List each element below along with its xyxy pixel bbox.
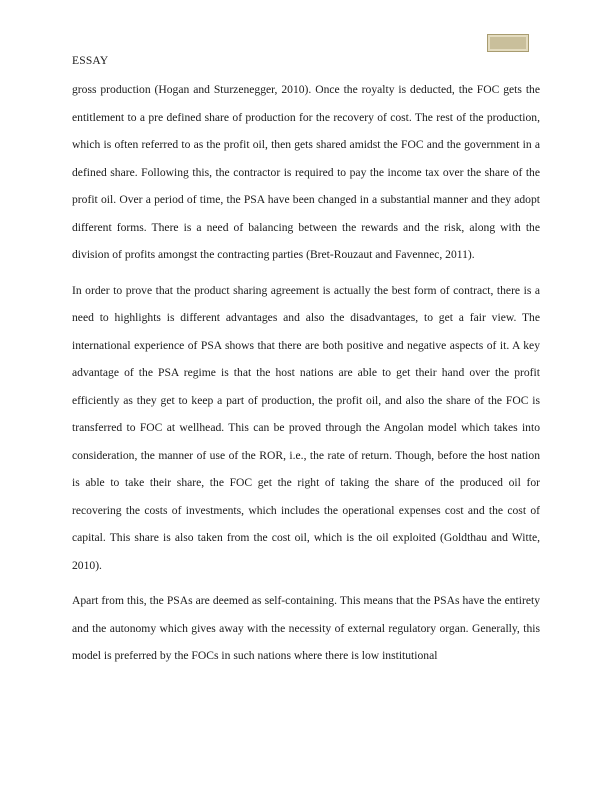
page-number-box [487, 34, 529, 52]
document-body [72, 76, 540, 678]
running-head: ESSAY [72, 55, 109, 67]
paragraph-3: Apart from this, the PSAs are deemed as self-containing. This means that the PSAs have the entirety and the autonomy which gives away with the necessity of external regulatory organ. Generally, this model is preferred by the FOCs in such nations where there is low institutional [72, 594, 540, 662]
paragraph-2: In order to prove that the product sharing agreement is actually the best form of contract, there is a need to highlights is different advantages and also the disadvantages, to get a fair view. The international experience of PSA shows that there are both positive and negative aspects of it. A key advantage of the PSA regime is that the host nations are able to get their hand over the profit efficiently as they get to keep a part of production, the profit oil, and also the share of the FOC is transferred to FOC at wellhead. This can be proved through the Angolan model which takes into consideration, the manner of use of the ROR, i.e., the rate of return. Though, before the host nation is able to take their share, the FOC get the right of taking the share of the produced oil for recovering the costs of investments, which includes the operational expenses cost and the cost of capital. This share is also taken from the cost oil, which is the oil exploited (Goldthau and Witte, 2010). [72, 283, 540, 572]
paragraph-1: gross production (Hogan and Sturzenegger, 2010). Once the royalty is deducted, the FOC gets the entitlement to a pre defined share of production for the recovery of cost. The rest of the production, which is often referred to as the profit oil, then gets shared amidst the FOC and the government in a defined share. Following this, the contractor is required to pay the income tax over the share of the profit oil. Over a period of time, the PSA have been changed in a substantial manner and they adopt different forms. There is a need of balancing between the rewards and the risk, along with the division of profits amongst the contracting parties (Bret-Rouzaut and Favennec, 2011). [72, 83, 540, 261]
